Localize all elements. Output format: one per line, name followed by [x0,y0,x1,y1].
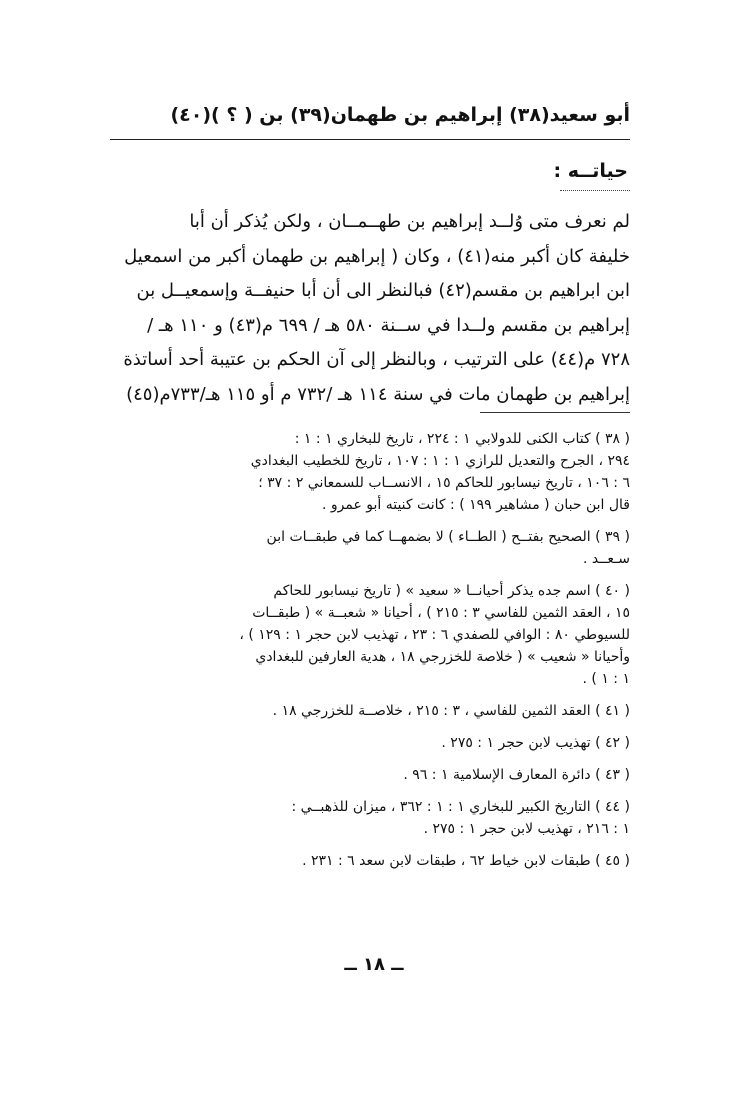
section-title: حياتــه : [553,160,628,182]
section-underline [560,190,630,191]
footnote-line: ( ٤١ ) العقد الثمين للفاسي ، ٣ : ٢١٥ ، خلاصــة للخزرجي ١٨ . [272,703,630,719]
footnote-line: ( ٤٢ ) تهذيب لابن حجر ١ : ٢٧٥ . [441,735,630,751]
footnotes-rule [480,412,630,413]
body-line: لم نعرف متى وُلــد إبراهيم بن طهــمــان ، ولكن يُذكر أن أبا [189,211,630,232]
footnote-line: ( ٣٩ ) الصحيح بفتــح ( الطــاء ) لا بضمهــا كما في طبقــات ابن [266,529,630,545]
footnote-39 [110,526,630,570]
footnote-line: وأحيانا « شعيب » ( خلاصة للخزرجي ١٨ ، هدية العارفين للبغدادي [255,649,630,665]
chapter-heading: أبو سعيد(٣٨) إبراهيم بن طهمان(٣٩) بن ( ؟ )(٤٠) [170,104,630,126]
footnote-38 [110,428,630,516]
body-line: خليفة كان أكبر منه(٤١) ، وكان ( إبراهيم بن طهمان أكبر من اسمعيل [124,245,630,267]
footnote-line: ( ٣٨ ) كتاب الكنى للدولابي ١ : ٢٢٤ ، تاريخ للبخاري ١ : ١ : [294,431,630,447]
footnote-44 [110,796,630,840]
footnote-line: سـعــد . [582,551,630,567]
footnote-line: ١ : ١ ) . [582,671,630,687]
footnote-line: ( ٤٤ ) التاريخ الكبير للبخاري ١ : ١ : ٣٦٢ ، ميزان للذهبــي : [291,799,630,815]
footnote-line: ( ٤٣ ) دائرة المعارف الإسلامية ١ : ٩٦ . [403,767,630,783]
footnote-line: ( ٤٥ ) طبقات لابن خياط ٦٢ ، طبقات لابن سعد ٦ : ٢٣١ . [302,853,630,869]
footnote-line: ( ٤٠ ) اسم جده يذكر أحيانــا « سعيد » ( تاريخ نيسابور للحاكم [273,583,630,599]
body-paragraph [110,205,630,413]
body-line: إبراهيم بن مقسم ولــدا في ســنة ٥٨٠ هـ / ٦٩٩ م(٤٣) و ١١٠ هـ / [147,314,630,336]
body-line: ابن ابراهيم بن مقسم(٤٢) فبالنظر الى أن أبا حنيفــة وإسمعيــل بن [136,280,630,302]
body-line: إبراهيم بن طهمان مات في سنة ١١٤ هـ /٧٣٢ م أو ١١٥ هـ/٧٣٣م(٤٥) [126,383,630,405]
footnote-line: ٦ : ١٠٦ ، تاريخ نيسابور للحاكم ١٥ ، الانســاب للسمعاني ٢ : ٣٧ ؛ [258,475,630,491]
footnote-43 [110,764,630,786]
footnote-41 [110,700,630,722]
heading-rule [110,139,630,140]
footnote-42 [110,732,630,754]
footnote-line: قال ابن حبان ( مشاهير ١٩٩ ) : كانت كنيته أبو عمرو . [321,497,630,513]
footnote-line: للسيوطي ٨٠ : الوافي للصفدي ٦ : ٢٣ ، تهذيب لابن حجر ١ : ١٢٩ ) ، [239,627,630,643]
page-number: ــ ١٨ ــ [344,954,404,975]
footnote-40 [110,580,630,690]
footnote-line: ١٥ ، العقد الثمين للفاسي ٣ : ٢١٥ ) ، أحيانا « شعبــة » ( طبقــات [252,605,630,621]
footnote-45 [110,850,630,872]
footnote-line: ٢٩٤ ، الجرح والتعديل للرازي ١ : ١ : ١٠٧ ، تاريخ للخطيب البغدادي [250,453,630,469]
footnotes [110,428,630,882]
footnote-line: ١ : ٢١٦ ، تهذيب لابن حجر ١ : ٢٧٥ . [423,821,630,837]
body-line: ٧٢٨ م(٤٤) على الترتيب ، وبالنظر إلى آن الحكم بن عتيبة أحد أساتذة [123,349,630,371]
